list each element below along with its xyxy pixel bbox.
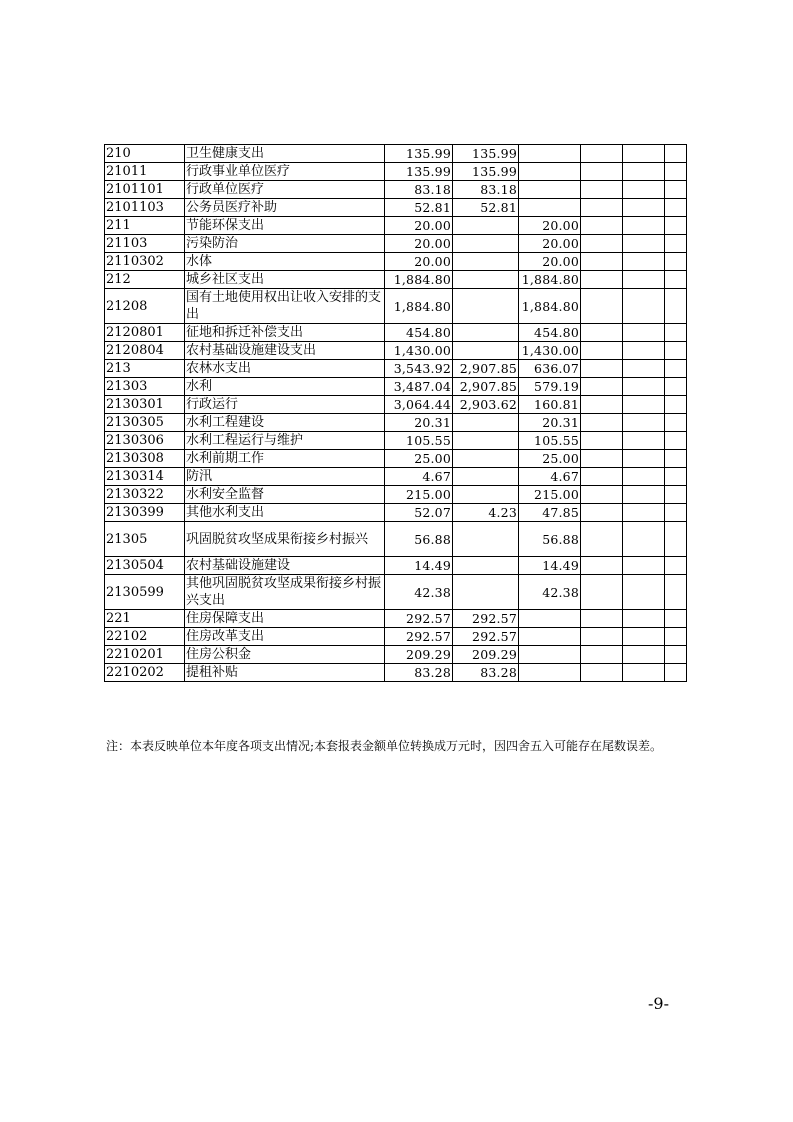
total-amount-cell: 292.57 <box>385 628 453 646</box>
total-amount-cell: 1,884.80 <box>385 271 453 289</box>
table-row <box>105 360 687 378</box>
table-row <box>105 271 687 289</box>
category-name-cell: 卫生健康支出 <box>185 145 385 163</box>
project-expense-cell: 47.85 <box>519 504 581 522</box>
basic-expense-cell <box>453 271 519 289</box>
empty-cell <box>665 396 687 414</box>
project-expense-cell: 636.07 <box>519 360 581 378</box>
empty-cell <box>581 522 623 557</box>
table-row <box>105 664 687 682</box>
table-row <box>105 396 687 414</box>
category-code-cell: 2210202 <box>105 664 185 682</box>
total-amount-cell: 83.18 <box>385 181 453 199</box>
category-code-cell: 221 <box>105 610 185 628</box>
empty-cell <box>581 271 623 289</box>
empty-cell <box>581 646 623 664</box>
empty-cell <box>623 575 665 610</box>
category-name-cell: 其他巩固脱贫攻坚成果衔接乡村振兴支出 <box>185 575 385 610</box>
project-expense-cell: 20.00 <box>519 253 581 271</box>
table-row <box>105 557 687 575</box>
category-code-cell: 2210201 <box>105 646 185 664</box>
category-code-cell: 2130306 <box>105 432 185 450</box>
empty-cell <box>581 324 623 342</box>
basic-expense-cell <box>453 522 519 557</box>
table-body <box>105 145 687 682</box>
empty-cell <box>581 468 623 486</box>
project-expense-cell <box>519 199 581 217</box>
project-expense-cell <box>519 646 581 664</box>
category-code-cell: 2120801 <box>105 324 185 342</box>
category-code-cell: 211 <box>105 217 185 235</box>
empty-cell <box>581 575 623 610</box>
empty-cell <box>581 628 623 646</box>
total-amount-cell: 4.67 <box>385 468 453 486</box>
project-expense-cell: 42.38 <box>519 575 581 610</box>
project-expense-cell <box>519 181 581 199</box>
project-expense-cell <box>519 145 581 163</box>
empty-cell <box>665 235 687 253</box>
category-name-cell: 城乡社区支出 <box>185 271 385 289</box>
basic-expense-cell <box>453 217 519 235</box>
basic-expense-cell: 2,907.85 <box>453 360 519 378</box>
category-code-cell: 2130599 <box>105 575 185 610</box>
project-expense-cell: 56.88 <box>519 522 581 557</box>
empty-cell <box>623 396 665 414</box>
empty-cell <box>623 628 665 646</box>
category-name-cell: 水利安全监督 <box>185 486 385 504</box>
empty-cell <box>581 342 623 360</box>
empty-cell <box>623 646 665 664</box>
empty-cell <box>665 360 687 378</box>
category-name-cell: 水体 <box>185 253 385 271</box>
empty-cell <box>623 504 665 522</box>
category-code-cell: 22102 <box>105 628 185 646</box>
empty-cell <box>581 504 623 522</box>
project-expense-cell: 25.00 <box>519 450 581 468</box>
empty-cell <box>581 145 623 163</box>
empty-cell <box>623 163 665 181</box>
category-name-cell: 征地和拆迁补偿支出 <box>185 324 385 342</box>
project-expense-cell: 20.00 <box>519 235 581 253</box>
total-amount-cell: 20.31 <box>385 414 453 432</box>
total-amount-cell: 454.80 <box>385 324 453 342</box>
project-expense-cell: 215.00 <box>519 486 581 504</box>
total-amount-cell: 215.00 <box>385 486 453 504</box>
basic-expense-cell <box>453 235 519 253</box>
empty-cell <box>623 522 665 557</box>
category-name-cell: 水利 <box>185 378 385 396</box>
basic-expense-cell <box>453 289 519 324</box>
empty-cell <box>665 271 687 289</box>
empty-cell <box>581 199 623 217</box>
project-expense-cell <box>519 163 581 181</box>
table-row <box>105 199 687 217</box>
basic-expense-cell: 135.99 <box>453 163 519 181</box>
category-code-cell: 2130504 <box>105 557 185 575</box>
empty-cell <box>665 504 687 522</box>
category-name-cell: 提租补贴 <box>185 664 385 682</box>
table-row <box>105 324 687 342</box>
category-name-cell: 公务员医疗补助 <box>185 199 385 217</box>
total-amount-cell: 42.38 <box>385 575 453 610</box>
total-amount-cell: 20.00 <box>385 217 453 235</box>
basic-expense-cell <box>453 432 519 450</box>
empty-cell <box>665 646 687 664</box>
basic-expense-cell <box>453 342 519 360</box>
table-row <box>105 432 687 450</box>
category-code-cell: 2101103 <box>105 199 185 217</box>
category-name-cell: 住房公积金 <box>185 646 385 664</box>
project-expense-cell: 1,430.00 <box>519 342 581 360</box>
empty-cell <box>665 199 687 217</box>
total-amount-cell: 20.00 <box>385 253 453 271</box>
empty-cell <box>665 486 687 504</box>
project-expense-cell: 105.55 <box>519 432 581 450</box>
empty-cell <box>581 181 623 199</box>
table-row <box>105 450 687 468</box>
project-expense-cell: 454.80 <box>519 324 581 342</box>
empty-cell <box>581 253 623 271</box>
category-name-cell: 防汛 <box>185 468 385 486</box>
category-code-cell: 2130399 <box>105 504 185 522</box>
total-amount-cell: 83.28 <box>385 664 453 682</box>
category-name-cell: 农村基础设施建设 <box>185 557 385 575</box>
empty-cell <box>665 468 687 486</box>
empty-cell <box>623 217 665 235</box>
category-code-cell: 2130322 <box>105 486 185 504</box>
category-code-cell: 21208 <box>105 289 185 324</box>
project-expense-cell <box>519 610 581 628</box>
category-name-cell: 行政单位医疗 <box>185 181 385 199</box>
table-footnote: 注：本表反映单位本年度各项支出情况;本套报表金额单位转换成万元时，因四舍五入可能存在尾数误差。 <box>106 739 663 753</box>
total-amount-cell: 3,487.04 <box>385 378 453 396</box>
empty-cell <box>623 181 665 199</box>
empty-cell <box>581 610 623 628</box>
category-code-cell: 2130301 <box>105 396 185 414</box>
empty-cell <box>581 289 623 324</box>
category-name-cell: 其他水利支出 <box>185 504 385 522</box>
table-row <box>105 145 687 163</box>
project-expense-cell: 20.31 <box>519 414 581 432</box>
empty-cell <box>665 163 687 181</box>
empty-cell <box>623 414 665 432</box>
empty-cell <box>581 486 623 504</box>
empty-cell <box>623 342 665 360</box>
empty-cell <box>665 450 687 468</box>
category-name-cell: 节能环保支出 <box>185 217 385 235</box>
category-name-cell: 巩固脱贫攻坚成果衔接乡村振兴 <box>185 522 385 557</box>
table-row <box>105 414 687 432</box>
category-code-cell: 2120804 <box>105 342 185 360</box>
table-row <box>105 342 687 360</box>
page-number: -9- <box>648 994 669 1013</box>
empty-cell <box>665 414 687 432</box>
empty-cell <box>581 217 623 235</box>
basic-expense-cell <box>453 575 519 610</box>
empty-cell <box>665 342 687 360</box>
empty-cell <box>581 378 623 396</box>
category-code-cell: 2110302 <box>105 253 185 271</box>
empty-cell <box>665 253 687 271</box>
total-amount-cell: 56.88 <box>385 522 453 557</box>
empty-cell <box>581 360 623 378</box>
empty-cell <box>581 450 623 468</box>
total-amount-cell: 52.81 <box>385 199 453 217</box>
basic-expense-cell: 83.28 <box>453 664 519 682</box>
table-row <box>105 575 687 610</box>
table-row <box>105 610 687 628</box>
table-row <box>105 504 687 522</box>
empty-cell <box>623 557 665 575</box>
table-row <box>105 289 687 324</box>
category-code-cell: 2130305 <box>105 414 185 432</box>
basic-expense-cell: 52.81 <box>453 199 519 217</box>
empty-cell <box>623 468 665 486</box>
table-row <box>105 235 687 253</box>
expenditure-table <box>104 144 687 682</box>
project-expense-cell: 579.19 <box>519 378 581 396</box>
total-amount-cell: 14.49 <box>385 557 453 575</box>
empty-cell <box>581 432 623 450</box>
project-expense-cell: 4.67 <box>519 468 581 486</box>
table-row <box>105 163 687 181</box>
project-expense-cell: 160.81 <box>519 396 581 414</box>
category-name-cell: 水利前期工作 <box>185 450 385 468</box>
empty-cell <box>623 664 665 682</box>
empty-cell <box>665 289 687 324</box>
project-expense-cell: 1,884.80 <box>519 289 581 324</box>
table-row <box>105 253 687 271</box>
table-row <box>105 181 687 199</box>
category-code-cell: 21303 <box>105 378 185 396</box>
category-code-cell: 2101101 <box>105 181 185 199</box>
empty-cell <box>581 163 623 181</box>
total-amount-cell: 135.99 <box>385 145 453 163</box>
basic-expense-cell: 83.18 <box>453 181 519 199</box>
empty-cell <box>623 360 665 378</box>
empty-cell <box>581 414 623 432</box>
category-name-cell: 农林水支出 <box>185 360 385 378</box>
basic-expense-cell <box>453 557 519 575</box>
project-expense-cell: 14.49 <box>519 557 581 575</box>
table-row <box>105 378 687 396</box>
empty-cell <box>665 145 687 163</box>
total-amount-cell: 292.57 <box>385 610 453 628</box>
category-code-cell: 212 <box>105 271 185 289</box>
total-amount-cell: 209.29 <box>385 646 453 664</box>
basic-expense-cell: 135.99 <box>453 145 519 163</box>
category-name-cell: 水利工程运行与维护 <box>185 432 385 450</box>
empty-cell <box>581 396 623 414</box>
empty-cell <box>623 324 665 342</box>
empty-cell <box>581 664 623 682</box>
category-code-cell: 210 <box>105 145 185 163</box>
empty-cell <box>623 432 665 450</box>
empty-cell <box>665 575 687 610</box>
total-amount-cell: 1,884.80 <box>385 289 453 324</box>
table-row <box>105 628 687 646</box>
table-row <box>105 217 687 235</box>
total-amount-cell: 105.55 <box>385 432 453 450</box>
basic-expense-cell <box>453 324 519 342</box>
project-expense-cell: 20.00 <box>519 217 581 235</box>
category-name-cell: 行政运行 <box>185 396 385 414</box>
empty-cell <box>623 271 665 289</box>
category-name-cell: 行政事业单位医疗 <box>185 163 385 181</box>
category-name-cell: 国有土地使用权出让收入安排的支出 <box>185 289 385 324</box>
empty-cell <box>623 450 665 468</box>
category-code-cell: 21011 <box>105 163 185 181</box>
empty-cell <box>623 145 665 163</box>
table-row <box>105 486 687 504</box>
total-amount-cell: 135.99 <box>385 163 453 181</box>
project-expense-cell <box>519 628 581 646</box>
basic-expense-cell: 292.57 <box>453 610 519 628</box>
project-expense-cell: 1,884.80 <box>519 271 581 289</box>
empty-cell <box>623 235 665 253</box>
empty-cell <box>623 253 665 271</box>
category-code-cell: 2130308 <box>105 450 185 468</box>
empty-cell <box>665 522 687 557</box>
category-name-cell: 农村基础设施建设支出 <box>185 342 385 360</box>
empty-cell <box>665 610 687 628</box>
basic-expense-cell: 209.29 <box>453 646 519 664</box>
basic-expense-cell: 2,907.85 <box>453 378 519 396</box>
basic-expense-cell: 4.23 <box>453 504 519 522</box>
total-amount-cell: 3,064.44 <box>385 396 453 414</box>
category-name-cell: 住房保障支出 <box>185 610 385 628</box>
project-expense-cell <box>519 664 581 682</box>
category-name-cell: 污染防治 <box>185 235 385 253</box>
category-name-cell: 住房改革支出 <box>185 628 385 646</box>
category-code-cell: 21305 <box>105 522 185 557</box>
basic-expense-cell <box>453 468 519 486</box>
category-code-cell: 213 <box>105 360 185 378</box>
empty-cell <box>623 486 665 504</box>
category-code-cell: 21103 <box>105 235 185 253</box>
total-amount-cell: 1,430.00 <box>385 342 453 360</box>
total-amount-cell: 25.00 <box>385 450 453 468</box>
empty-cell <box>623 378 665 396</box>
empty-cell <box>581 557 623 575</box>
empty-cell <box>665 557 687 575</box>
empty-cell <box>623 610 665 628</box>
empty-cell <box>665 217 687 235</box>
total-amount-cell: 52.07 <box>385 504 453 522</box>
basic-expense-cell: 292.57 <box>453 628 519 646</box>
empty-cell <box>623 199 665 217</box>
table-row <box>105 646 687 664</box>
category-code-cell: 2130314 <box>105 468 185 486</box>
total-amount-cell: 3,543.92 <box>385 360 453 378</box>
empty-cell <box>665 378 687 396</box>
basic-expense-cell <box>453 450 519 468</box>
table-row <box>105 522 687 557</box>
empty-cell <box>581 235 623 253</box>
empty-cell <box>665 324 687 342</box>
empty-cell <box>623 289 665 324</box>
empty-cell <box>665 181 687 199</box>
basic-expense-cell <box>453 486 519 504</box>
basic-expense-cell <box>453 253 519 271</box>
basic-expense-cell <box>453 414 519 432</box>
empty-cell <box>665 628 687 646</box>
basic-expense-cell: 2,903.62 <box>453 396 519 414</box>
empty-cell <box>665 664 687 682</box>
total-amount-cell: 20.00 <box>385 235 453 253</box>
category-name-cell: 水利工程建设 <box>185 414 385 432</box>
empty-cell <box>665 432 687 450</box>
table-row <box>105 468 687 486</box>
